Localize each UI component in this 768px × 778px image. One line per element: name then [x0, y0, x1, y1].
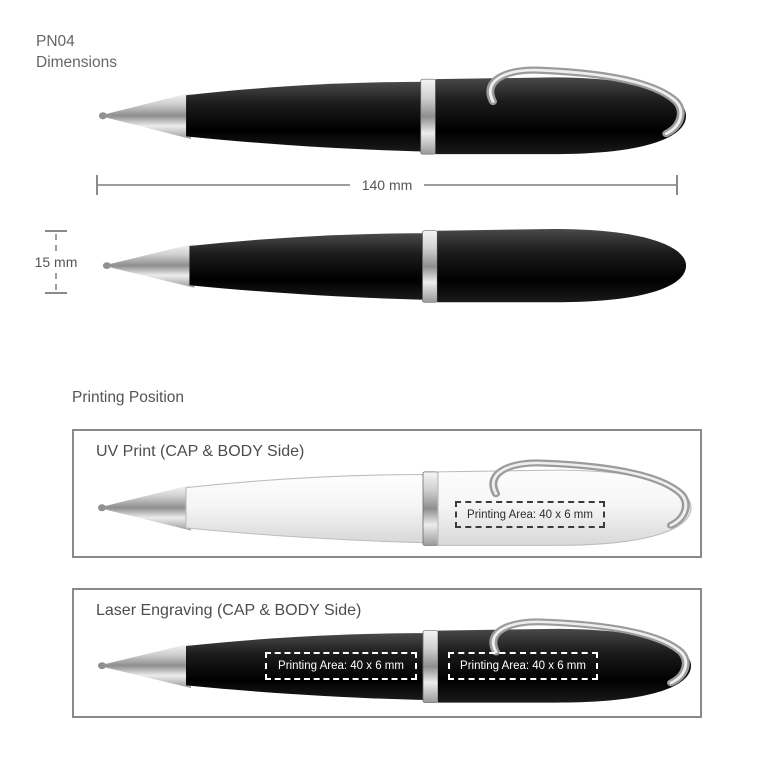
- dimensions-label: Dimensions: [36, 54, 117, 71]
- length-dimension: [96, 175, 678, 195]
- dimension-tick-top: [45, 230, 67, 232]
- pen-center-ring: [423, 631, 438, 703]
- pen-body: [186, 475, 426, 543]
- uv-print-panel-title: UV Print (CAP & BODY Side): [96, 443, 305, 460]
- length-dimension-label: 140 mm: [361, 177, 413, 193]
- pen-center-ring: [421, 79, 436, 154]
- pen-side-view-illustration: [99, 229, 689, 304]
- pen-tip-cone: [98, 485, 191, 531]
- dimension-tick-bottom: [45, 292, 67, 294]
- height-dimension: [29, 230, 83, 294]
- dimension-line-left: [98, 184, 350, 186]
- pen-body: [189, 233, 425, 299]
- pen-center-ring: [423, 472, 438, 546]
- dimension-line-bottom: [55, 273, 57, 290]
- laser-engraving-panel: [72, 588, 702, 718]
- dimension-line-right: [424, 184, 676, 186]
- laser-engraving-panel-title: Laser Engraving (CAP & BODY Side): [96, 602, 362, 619]
- pen-top-view-illustration: [95, 64, 689, 164]
- pen-tip-cone: [98, 643, 191, 688]
- pen-body: [186, 82, 424, 152]
- dimension-tick-right: [676, 175, 678, 195]
- dimension-line-top: [55, 234, 57, 251]
- printing-position-heading: Printing Position: [72, 389, 185, 406]
- pen-tip-cone: [103, 243, 194, 287]
- pen-cap: [437, 229, 686, 302]
- printing-area-box-cap: Printing Area: 40 x 6 mm: [448, 652, 598, 680]
- product-code: PN04: [36, 33, 75, 50]
- height-dimension-label: 15 mm: [34, 254, 78, 270]
- uv-print-panel: [72, 429, 702, 558]
- pen-tip-cone: [99, 93, 191, 139]
- printing-area-box-body: Printing Area: 40 x 6 mm: [265, 652, 417, 680]
- printing-area-box: Printing Area: 40 x 6 mm: [455, 501, 605, 528]
- pen-center-ring: [423, 231, 438, 303]
